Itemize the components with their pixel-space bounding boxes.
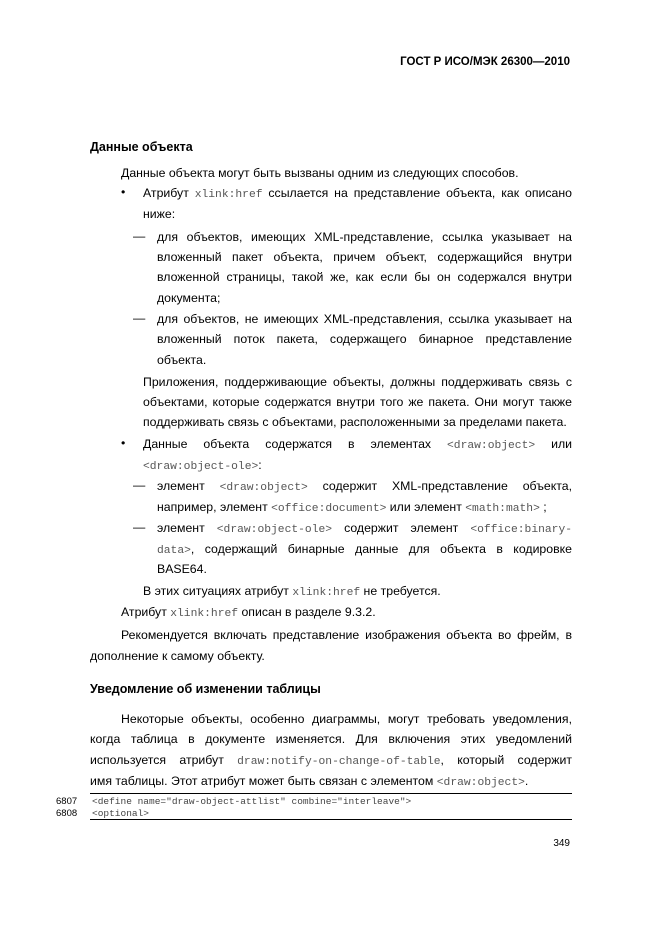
bullet2-line1: Данные объекта содержатся в элементах <draw:object> или [143, 437, 573, 452]
bullet-marker: • [121, 436, 126, 450]
dash1-line1: для объектов, имеющих XML-представление, ссылка указывает на [157, 230, 572, 244]
code-line-number: 6807 [56, 796, 78, 807]
code-math-math: <math:math> [465, 503, 540, 515]
notify-line2: когда таблица в документе изменяется. Для включения этих уведомлений [90, 732, 572, 746]
dash4-line3: BASE64. [157, 562, 207, 576]
dash3-line2: например, элемент <office:document> или элемент <math:math> ; [157, 500, 547, 515]
dash-marker: — [133, 229, 146, 243]
apps-line2: объектами, которые содержатся внутри того же пакета. Они могут также [143, 395, 572, 409]
code-draw-object-ole: <draw:object-ole> [143, 461, 259, 473]
code-draw-object: <draw:object> [219, 482, 308, 494]
section-heading-table-change: Уведомление об изменении таблицы [90, 682, 321, 696]
dash3-line1: элемент <draw:object> содержит XML-представление объекта, [157, 479, 572, 494]
code-line-number: 6808 [56, 808, 78, 819]
page-number: 349 [553, 838, 570, 849]
dash4-line2: data>, содержащий бинарные данные для объекта в кодировке [157, 542, 572, 557]
bullet1-line1: Атрибут xlink:href ссылается на представление объекта, как описано [143, 186, 572, 201]
dash1-line3: вложенной страницы, такой же, как если бы он содержался внутри [157, 270, 572, 284]
dash2-line1: для объектов, не имеющих XML-представления, ссылка указывает на [157, 312, 572, 326]
recommend-line2: дополнение к самому объекту. [90, 649, 265, 663]
code-line: <define name="draw-object-attlist" combine="interleave"> [92, 796, 412, 807]
dash1-line4: документа; [157, 291, 221, 305]
dash2-line2: вложенный поток пакета, содержащего бинарное представление [157, 332, 572, 346]
dash4-line1: элемент <draw:object-ole> содержит элемент <office:binary- [157, 521, 573, 536]
recommend-line1: Рекомендуется включать представление изображения объекта во фрейм, в [121, 628, 572, 642]
code-top-rule [90, 793, 572, 794]
bullet1-line2: ниже: [143, 207, 176, 221]
code-line: <optional> [92, 808, 150, 819]
described-text: Атрибут xlink:href описан в разделе 9.3.2. [121, 605, 376, 620]
code-notify-on-change: draw:notify-on-change-of-table [237, 756, 441, 768]
intro-text: Данные объекта могут быть вызваны одним из следующих способов. [121, 166, 519, 180]
code-bottom-rule [90, 819, 572, 820]
code-office-binary: <office:binary- [470, 524, 573, 536]
code-binary-data: data> [157, 545, 191, 557]
bullet2-line2: <draw:object-ole>: [143, 458, 262, 473]
code-xlink-href: xlink:href [194, 189, 263, 201]
dash-marker: — [133, 478, 146, 492]
dash-marker: — [133, 520, 146, 534]
apps-line1: Приложения, поддерживающие объекты, должны поддерживать связь с [143, 375, 572, 389]
code-xlink-href: xlink:href [292, 587, 361, 599]
dash-marker: — [133, 311, 146, 325]
notify-line1: Некоторые объекты, особенно диаграммы, могут требовать уведомления, [121, 712, 572, 726]
code-draw-object: <draw:object> [436, 777, 525, 789]
notify-line4: имя таблицы. Этот атрибут может быть связан с элементом <draw:object>. [90, 774, 529, 789]
code-draw-object: <draw:object> [447, 440, 536, 452]
code-draw-object-ole: <draw:object-ole> [216, 524, 333, 536]
dash1-line2: вложенный пакет объекта, причем объект, содержащийся внутри [157, 250, 572, 264]
notify-line3: используется атрибут draw:notify-on-change-of-table, который содержит [90, 753, 572, 768]
code-office-document: <office:document> [271, 503, 387, 515]
document-header: ГОСТ Р ИСО/МЭК 26300—2010 [400, 56, 570, 68]
apps-line3: поддерживать связь с объектами, расположенными за пределами пакета. [143, 415, 567, 429]
bullet-marker: • [121, 185, 126, 199]
section-heading-object-data: Данные объекта [90, 140, 193, 154]
dash2-line3: объекта. [157, 353, 207, 367]
code-xlink-href: xlink:href [170, 608, 239, 620]
no-href-text: В этих ситуациях атрибут xlink:href не требуется. [143, 584, 441, 599]
